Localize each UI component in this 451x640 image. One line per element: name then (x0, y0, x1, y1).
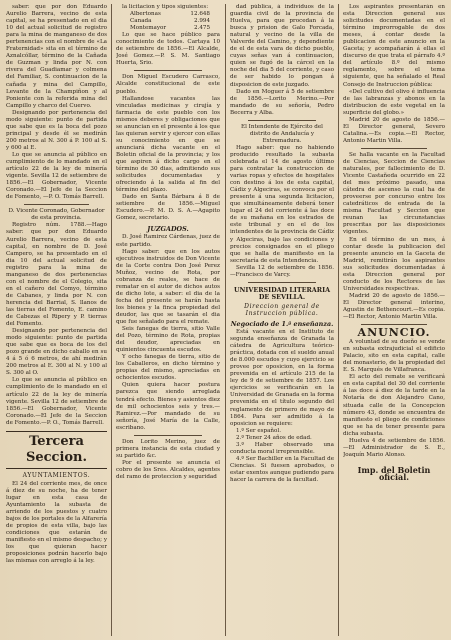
paragraph: Hago saber: que no habiendo producido resultado la subasta celebrada el 14 de agosto último para contratar la construccion de varias ropas y efectos de hospitales con destino á los de esta capital, Cádiz y Algeciras, se convoca por el presente á una segunda licitacion, que simultáneamente deberá tener lugar el 24 del corriente á las doce de su mañana en los estrados de este tribunal y en el de los intendentes de la provincia de Cádiz y Algeciras, bajo las condiciones y precios consignados en el pliego que se halla de manifiesto en la secretaría de esta Intendencia. (230, 144, 334, 264)
paragraph: Está vacante en el Instituto de segunda enseñanza de Granada la cátedra de Agricultura teórico-práctica, dotada con el sueldo anual de 8.000 escudos y cuyo ejercicio se provee por oposicion, en la forma prevenida en el artículo 215 de la ley de 9 de setiembre de 1857. Los ejercicios se verificarán en la Universidad de Granada en la forma prevenida en el título segundo del reglamento de primero de mayo de 1864. Para ser admitido á la oposicion se requiere: (230, 329, 334, 427)
paragraph: Por el presente se anuncia el cobro de los Sres. Alcaldes, agentes del ramo de proteccion y seguridad (116, 459, 220, 480)
paragraph: dad pública, á individuos de la guardia civil de la provincia de Huelva, para que procedan á la busca y prision de Galo Forcada, natural y vecino de la villa de Valverde del Camino, y dependiente de el de esta vara de dicho pueblo, cuyas señas van á continuacion, quien se fugó de la cárcel en la noche del dia 5 del corriente, y caso de ser habido lo pongan á disposicion de este juzgado. (230, 4, 334, 88)
separator (361, 148, 427, 149)
printer-imprint: Imp. del Boletin oficial. (357, 464, 431, 482)
column-2 (116, 4, 220, 636)
paragraph: Huelva 4 de setiembre de 1856.—El Administrador de S. E., Joaquín Mario Alonso. (343, 437, 445, 458)
paragraph: El 24 del corriente mes, de once á diez de su noche, ha de tener lugar en esta casa de Ayuntamiento la subasta de arriendo de los puestos y cuatro bajos de los portales de la Alfarería de propios de esta villa, bajo las condiciones que estarán de manifiesto en el mismo despacho; y los que quieran hacer proposiciones podrán hacerlo bajo las mismas con arreglo á la ley. (6, 480, 107, 565)
paragraph: En el término de un mes, á contar desde la publicacion del presente anuncio en la Gaceta de Madrid, remitirán los aspirantes sus solicitudes documentadas á esta Direccion general por conducto de los Rectores de las Universidades respectivas. (343, 236, 445, 292)
paragraph: Madrid 20 de agosto de 1856.—El Director general interino, Agustin de Bethencourt.—Es copia.—El Rector, Antonio Martin Villa. (343, 292, 445, 321)
paragraph: Designando por pertenencia del modo siguiente: punto de partida que sabe que es la boca del pozo principal y desde él se medirán 200 metros al N. 300 á P. 100 al S. y 600 al E. (6, 109, 107, 151)
paragraph: saber: que por don Eduardo Aurelio Barrera, vecino de esta capital, se ha presentado en el dia 10 del actual solicitud de registro para la mina de manganeso de dos pertenencias con el nombre de «La Fraternidad» sita en el término de Aznalcóllar, término de la Cañada de Guzman y linda por N. con rivera del Guadiamar y colmena del Familiar, S. continuacion de la cañada y mina del Campillo, Levante de la Champiñon y al Poniente con la referida mina del Campillo y charco del Cuervo. (6, 4, 107, 109)
column-rule (225, 4, 226, 636)
paragraph: Seis fanegas de tierra, sitio Valle del Pozo, término de Rota, propias del deudor, apreciadas en quinientos cincuenta escudos. (116, 326, 220, 354)
paragraph: Lo que se anuncia al público en cumplimiento de lo mandado en el artículo 22 de la ley de minería vigente. Sevilla 12 de setiembre de 1856.—El Gobernador, Vicente Coronado.—El Jefe de la Seccion de Fomento, —P. O. Tomás Barrell. (6, 151, 107, 201)
column-rule (338, 4, 339, 636)
column-3 (230, 4, 334, 636)
section-heading: JUZGADOS. (147, 225, 189, 234)
paragraph: Lo que se anuncia al público en cumplimiento de lo mandado en el artículo 22 de la ley de minería vigente. Sevilla 12 de setiembre de 1856.—El Gobernador, Vicente Coronado.—El Jefe de la Seccion de Fomento.—P. O., Tomás Barrell. (6, 377, 107, 426)
paragraph: A voluntad de su dueño se vende en subasta extrajudicial el edificio Palacio, sito en esta capital, calle del monasterio, de la propiedad del E. S. Marqués de Villafranca. (343, 339, 445, 374)
paragraph: Lo que se hace público para conocimiento de todos. Cartaya 10 de setiembre de 1856.—El Alcalde, José Gomez.—P. S. M. Santiago Huerta, Srio. (116, 32, 220, 67)
paragraph: Dado en Santa Bárbara á 8 de setiembre de 1856.—Miguel Escudero.—P. M. D. S. A.—Agapito Gomez, secretario. (116, 194, 220, 222)
separator (24, 204, 89, 205)
section-heading: Tercera Seccion. (6, 431, 107, 469)
section-subheading: AYUNTAMIENTOS. (22, 471, 91, 479)
paragraph: El acto del remate se verificará en esta capital del 30 del corriente á las doce á diez de la tarde en la Notaría de don Alejandro Cano, situada calle de la Concepcion número 43, donde se encuentra de manifiesto el pliego de condiciones que se ha de tener presente para dicha subasta. (343, 374, 445, 437)
notice-heading: El Intendente de Ejército del distrito de Andalucía y Extremadura. (241, 123, 323, 144)
paragraph: Y ocho fanegas de tierra, sitio de los Caballeros, en dicho término y propias del mismo, apreciadas en ochocientos escudos. (116, 354, 220, 382)
paragraph: Hallandose vacantes las vinculadas medicinas y cirujía y farmacia de este pueblo con los mismos deberes y obligaciones que se anuncian en el presente á los que las quieran servir y ejercer con ellas su conocimiento en que se anunciará dicha vacante en el Boletin oficial de la provincia; y los que aspiren á dicho cargo en el término de 30 dias, admitiendo sus solicitudes documentadas y ofreciendo á la salida al fin del término del plazo. (116, 95, 220, 194)
list-item: 2.º Tener 24 años de edad. (236, 434, 312, 441)
separator (134, 70, 202, 71)
paragraph: Hago saber: que en los autos ejecutivos instruidos de Don Vicente de la Corte contra Don José Perez Muñoz, vecino de Rota, por cobranza de reales, se hace de rematar en el autor de dichos autos de dicho lote, a saber: el dia de la fecha del presente se harán hasta los bienes y la finca propiedad del deudor, las que se tasarán el dia que fue señalado para el remate. (116, 248, 220, 326)
column-rule (111, 4, 112, 636)
table-row: Montemayor 2.475 (130, 25, 210, 32)
paragraph: Quien quiera hacer postura parezca que siendo arreglada tendrá efecto. Bienes y asientos diez de mil ochocientos seis y tres.—Ramirez.—Por mandado de su señoría, José María de la Calle, escribano. (116, 382, 220, 431)
paragraph: Madrid 20 de agosto de 1856.—El Director general, Severo Catalina.—Es copia.—El Rector, Antonio Martin Villa. (343, 116, 445, 144)
section-subheading: Negociado de 1.ª enseñanza. (230, 319, 334, 328)
paragraph: Don Lorito Merino, juez de primera instancia de esta ciudad y su partido &c. (116, 438, 220, 459)
paragraph: la licitacion y tipos siguientes: (122, 4, 209, 10)
separator (248, 282, 316, 283)
section-subheading: Direccion general de Instruccion pública. (244, 302, 320, 317)
separator (361, 324, 427, 325)
paragraph: Dado en Moguer á 5 de setiembre de 1856.—Lorito Merino.—Por mandado de su señoría, Pedro Becerra y Alba. (230, 88, 334, 116)
paragraph: Don Miguel Escudero Carrasco, Alcalde constitucional de este pueblo. (116, 74, 220, 95)
paragraph: Se halla vacante en la Facultad de Ciencias, Seccion de Ciencias naturales, por fallecimiento de D. Vicente Castañeda ocurrido en 22 del mes próximo pasado, una cátedra de ascenso la cual ha de proveerse por concurso entre los catedráticos de entrada de la misma Facultad y Seccion que reunan las circunstancias prescritas por las disposiciones vigentes. (343, 151, 445, 236)
paragraph: Sevilla 12 de setiembre de 1856.—Francisco de Varcy. (230, 264, 334, 278)
paragraph: D. José Ramirez Cárdenas, juez de este partido. (116, 234, 220, 248)
list-item: 1.º Ser español. (236, 427, 281, 434)
paragraph: Los aspirantes presentarán en esta Direccion general sus solicitudes documentadas en el término improrrogable de dos meses, á contar desde la publicacion de este anuncio en la Gaceta; y acompañarán á ellas el discurso de que trata el párrafo 4.º del artículo 8.º del mismo reglamento, sobre el tema siguiente, que ha señalado el Real Consejo de Instruccion pública: (343, 4, 445, 88)
column-4 (343, 4, 445, 636)
paragraph: Designando por pertenencia del modo siguiente: punto de partida que sabe que es boca de los del pozo grande en dicho caballo en su 4 á 5 ó 6 metros, de ahí medirán 200 metros al E. 300 al N. y 100 al S. 300 al O. (6, 328, 107, 377)
section-heading: UNIVERSIDAD LITERARIA DE SEVILLA. (233, 285, 331, 301)
notice-heading: D. Vicente Coronado, Gobernador de esta provincia. (8, 208, 105, 222)
separator (248, 120, 316, 121)
paragraph: «Del cultivo del olivo é influencia de las labranzas y abonos en la distribucion de este vegetal en la superficie del globo.» (343, 88, 445, 116)
separator (134, 435, 202, 436)
table-row: Canada 2.994 (130, 18, 210, 25)
section-heading: ANUNCIO. (357, 326, 431, 340)
list-item: 4.º Ser Bachiller en la Facultad de Ciencias. Si fuesen aprobados, o estar exentos aunque pudiendo para hacer la carrera de la facultad. (230, 455, 334, 483)
paragraph: Registro núm. 1788.—Hago saber: que por don Eduardo Aurelio Barrera, vecino de esta capital, en nombre de D. José Campero, se ha presentado en el dia 10 del actual solicitud de registro para la mina de manganeso de dos pertenencias con el nombre de el Colegio, sita en el cañero del Comyo, término de Cabanes, y linda por N. con herencia del Barrial, S. llanos de las tierras del Fomento, E. camino de Cabezas el Ripery y P. tierras del Fomento. (6, 222, 107, 328)
list-item: 3.º Haber observado una conducta moral irreprensible. (230, 441, 334, 455)
table-row: Albertonas 12.648 (130, 11, 210, 18)
column-1 (6, 4, 107, 636)
